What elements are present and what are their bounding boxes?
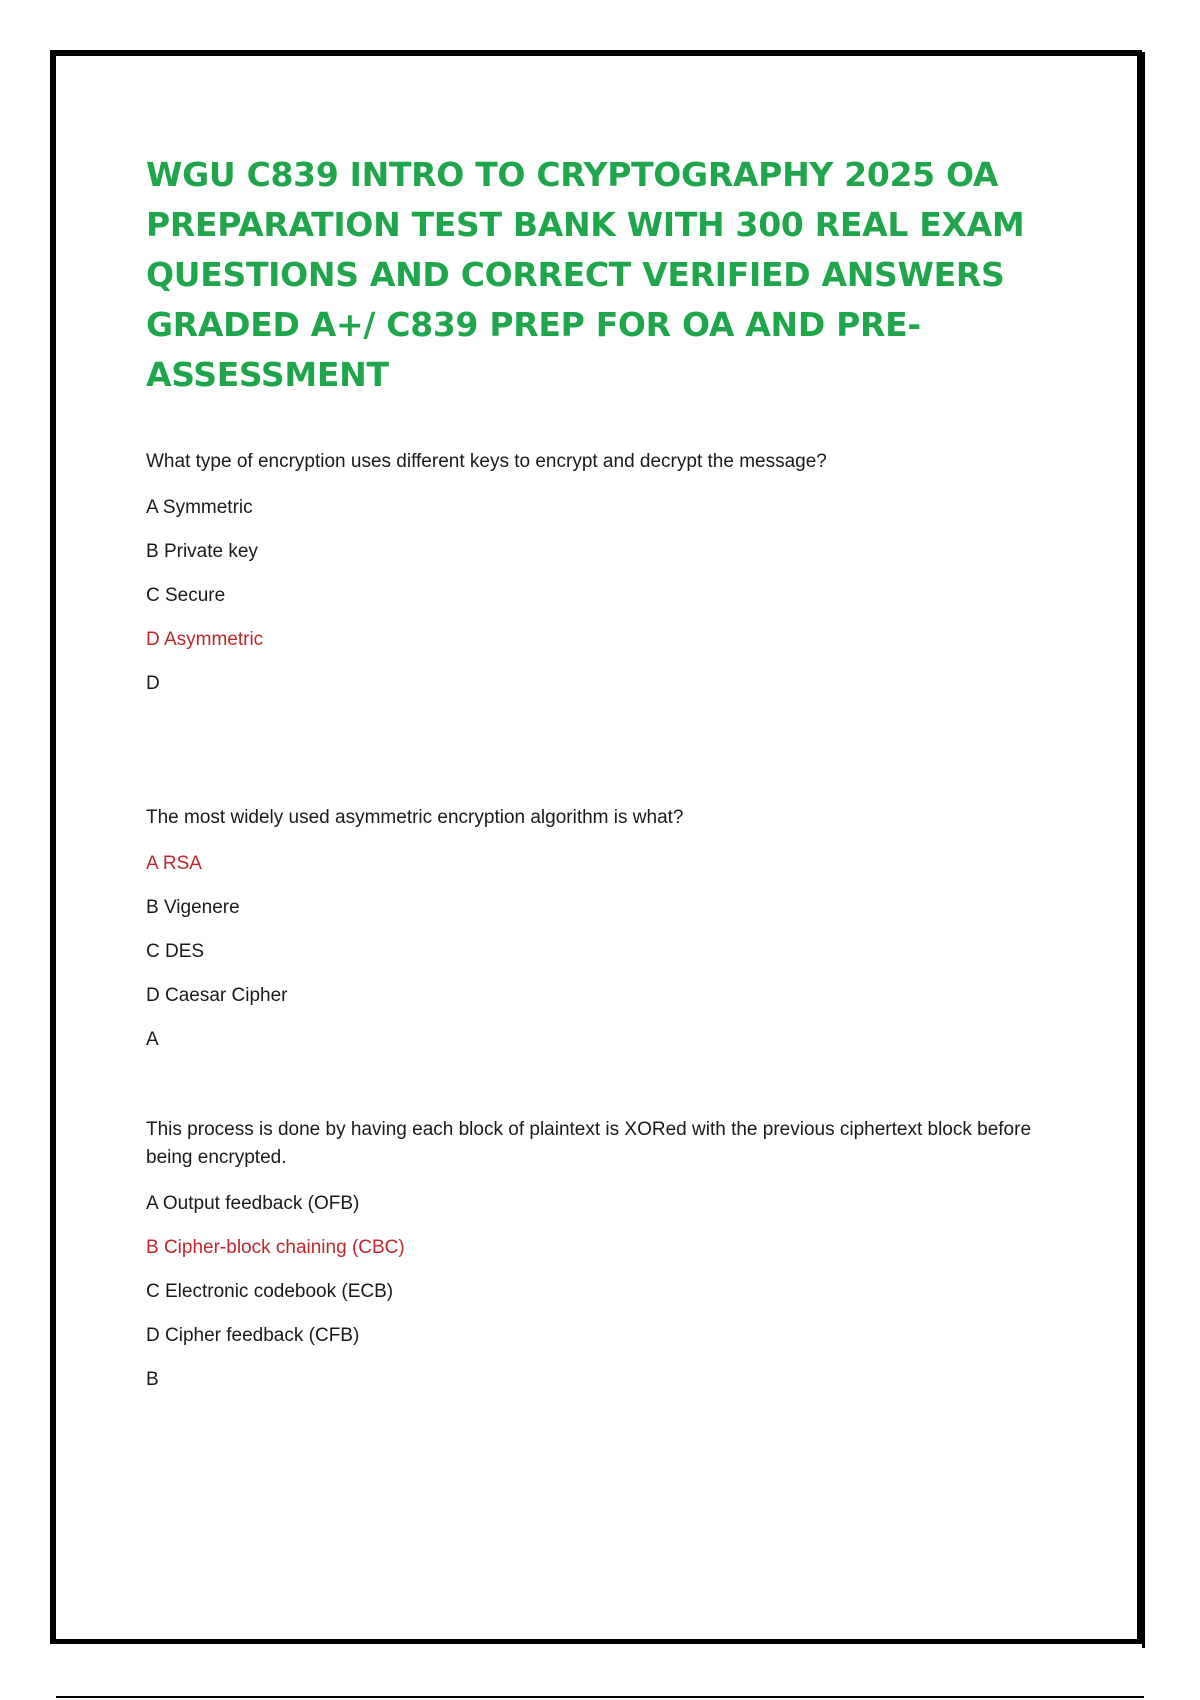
answer-key: D [146, 673, 160, 694]
answer-option-correct: D Asymmetric [146, 629, 264, 650]
answer-option: A Output feedback (OFB) [146, 1193, 360, 1214]
page-border-shadow [1142, 52, 1145, 1648]
answer-option: D Caesar Cipher [146, 985, 288, 1006]
answer-option: C DES [146, 941, 205, 962]
answer-option: C Electronic codebook (ECB) [146, 1281, 394, 1302]
answer-option-correct: B Cipher-block chaining (CBC) [146, 1237, 405, 1258]
question-block [146, 804, 1046, 1054]
answer-option-correct: A RSA [146, 853, 202, 874]
question-text: What type of encryption uses different keys to encrypt and decrypt the message? [146, 451, 827, 472]
answer-option: C Secure [146, 585, 226, 606]
document-title: WGU C839 INTRO TO CRYPTOGRAPHY 2025 OA PREPARATION TEST BANK WITH 300 REAL EXAM QUESTIONS AND CORRECT VERIFIED ANSWERS GRADED A+/ C839 PREP FOR OA AND PRE-ASSESSMENT [146, 155, 1025, 394]
answer-option: B Vigenere [146, 897, 240, 918]
answer-option: A Symmetric [146, 497, 253, 518]
question-block [146, 1116, 1046, 1394]
question-text: The most widely used asymmetric encryption algorithm is what? [146, 807, 684, 828]
question-text: This process is done by having each block of plaintext is XORed with the previous ciphertext block before being encrypted. [146, 1119, 1032, 1168]
answer-key: A [146, 1029, 159, 1050]
document-content [146, 150, 1046, 1394]
answer-option: B Private key [146, 541, 258, 562]
question-block [146, 448, 1046, 698]
answer-key: B [146, 1369, 159, 1390]
answer-option: D Cipher feedback (CFB) [146, 1325, 360, 1346]
bottom-divider [56, 1696, 1144, 1698]
